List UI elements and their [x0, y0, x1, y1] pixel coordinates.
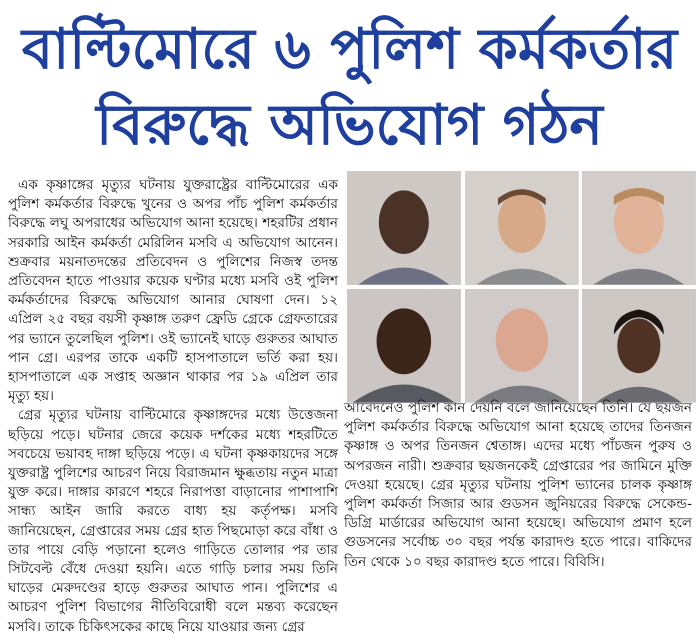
officer-photo	[465, 289, 579, 403]
article-paragraph-1: এক কৃষ্ণাঙ্গের মৃত্যুর ঘটনায় যুক্তরাষ্ট্রের বাল্টিমোরের এক পুলিশ কর্মকর্তার বিরুদ্ধে খুনের ও অপর পাঁচ পুলিশ কর্মকর্তার বিরুদ্ধে লঘু অপরাধের অভিযোগ আনা হয়েছে। শহরটির প্রধান সরকারি আইন কর্মকর্তা মেরিলিন মসবি এ অভিযোগ আনেন। শুক্রবার ময়নাতদন্তের প্রতিবেদন ও পুলিশের নিজস্ব তদন্ত প্রতিবেদন হাতে পাওয়ার কয়েক ঘণ্টার মধ্যে মসবি ওই পুলিশ কর্মকর্তাদের বিরুদ্ধে অভিযোগ আনার ঘোষণা দেন। ১২ এপ্রিল ২৫ বছর বয়সী কৃষ্ণাঙ্গ তরুণ ফ্রেডি গ্রেকে গ্রেফতারের পর ভ্যানে তুলেছিল পুলিশ। ওই ভ্যানেই ঘাড়ে গুরুতর আঘাত পান গ্রে। এরপর তাকে একটি হাসপাতালে ভর্তি করা হয়। হাসপাতালে এক সপ্তাহ অজ্ঞান থাকার পর ১৯ এপ্রিল তার মৃত্যু হয়।	[8, 177, 338, 405]
officer-photo	[465, 171, 579, 285]
officer-photo	[582, 289, 696, 403]
article-column-right	[344, 399, 692, 570]
officer-photo	[582, 171, 696, 285]
article-column-left	[8, 176, 338, 635]
article-paragraph-3: আবেদনেও পুলিশ কান দেয়নি বলে জানিয়েছেন তিনি। যে ছয়জন পুলিশ কর্মকর্তার বিরুদ্ধে অভিযোগ আনা হয়েছে তাদের তিনজন কৃষ্ণাঙ্গ ও অপর তিনজন শ্বেতাঙ্গ। এদের মধ্যে পাঁচজন পুরুষ ও অপরজন নারী। শুক্রবার ছয়জনকেই গ্রেপ্তারের পর জামিনে মুক্তি দেওয়া হয়েছে। গ্রের মৃত্যুর ঘটনায় পুলিশ ভ্যানের চালক কৃষ্ণাঙ্গ পুলিশ কর্মকর্তা সিজার আর গুডসন জুনিয়রের বিরুদ্ধে সেকেন্ড-ডিগ্রি মার্ডারের অভিযোগ আনা হয়েছে। অভিযোগ প্রমাণ হলে গুডসনের সর্বোচ্চ ৩০ বছর পর্যন্ত কারাদণ্ড হতে পারে। বাকিদের তিন থেকে ১০ বছর কারাদণ্ড হতে পারে। বিবিসি।	[344, 400, 692, 570]
officer-photo	[347, 171, 461, 285]
article-paragraph-2: গ্রের মৃত্যুর ঘটনায় বাল্টিমোরে কৃষ্ণাঙ্গদের মধ্যে উত্তেজনা ছড়িয়ে পড়ে। ঘটনার জেরে কয়েক দর্শকের মধ্যে শহরটিতে সবচেয়ে ভয়াবহ দাঙ্গা ছড়িয়ে পড়ে। এ ঘটনা কৃষ্ণকায়দের সঙ্গে যুক্তরাষ্ট্র পুলিশের আচরণ নিয়ে বিরাজমান ক্ষুব্ধতায় নতুন মাত্রা যুক্ত করে। দাঙ্গার কারণে শহরে নিরাপত্তা বাড়ানোর পাশাপাশি সান্ধ্য আইন জারি করতে বাধ্য হয় কর্তৃপক্ষ। মসবি জানিয়েছেন, গ্রেপ্তারের সময় গ্রের হাত পিছমোড়া করে বাঁধা ও তার পায়ে বেড়ি পড়ানো হলেও গাড়িতে তোলার পর তার সিটবেল্ট বেঁধে দেওয়া হয়নি। এতে গাড়ি চলার সময় তিনি ঘাড়ের মেরুদণ্ডের হাড়ে গুরুতর আঘাত পান। পুলিশের এ আচরণ পুলিশ বিভাগের নীতিবিরোধী বলে মন্তব্য করেছেন মসবি। তাকে চিকিৎসকের কাছে নিয়ে যাওয়ার জন্য গ্রের	[8, 407, 338, 635]
headline	[0, 0, 699, 168]
officer-photo	[347, 289, 461, 403]
headline-line-2: বিরুদ্ধে অভিযোগ গঠন	[96, 93, 603, 158]
officer-photo-grid	[347, 171, 696, 395]
headline-line-1: বাল্টিমোরে ৬ পুলিশ কর্মকর্তার	[21, 17, 678, 82]
